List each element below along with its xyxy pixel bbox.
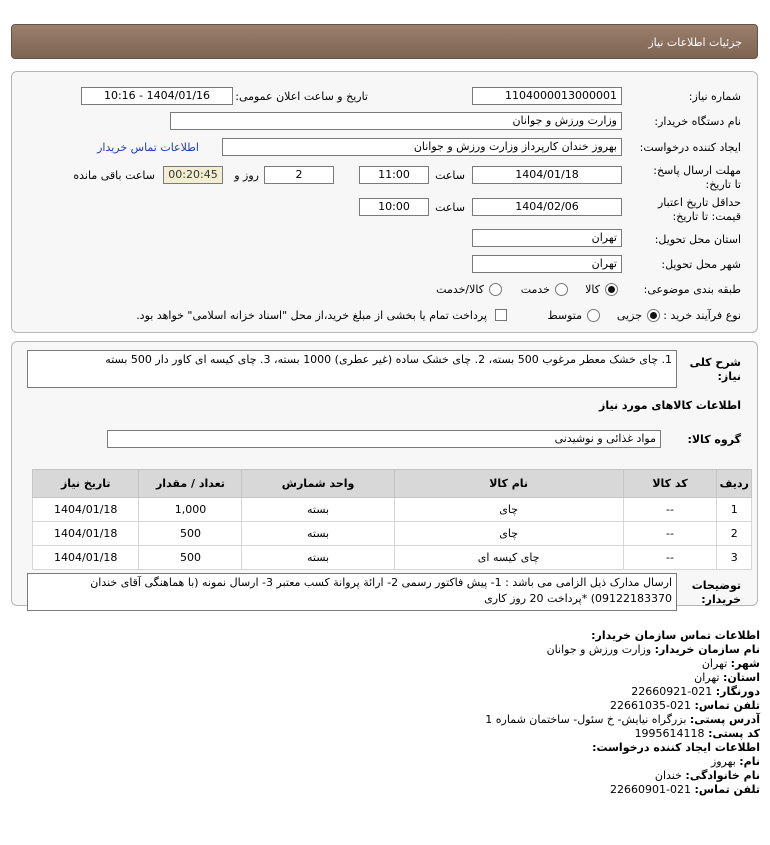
treasury-text: پرداخت تمام یا بخشی از مبلغ خرید،از محل "اسناد خزانه اسلامی" خواهد بود. — [136, 309, 487, 322]
cell-row: 1 — [717, 498, 752, 522]
creator-name: نام: بهروز — [710, 755, 760, 768]
group-label: گروه کالا: — [687, 433, 741, 446]
process-label: نوع فرآیند خرید : — [663, 309, 741, 322]
category-label: طبقه بندی موضوعی: — [643, 283, 741, 296]
contact-phone: تلفن تماس: 021-22661035 — [610, 699, 760, 712]
buyer-field[interactable]: وزارت ورزش و جوانان — [170, 112, 622, 130]
category-service-label: خدمت — [520, 283, 550, 296]
process-medium-label: متوسط — [547, 309, 582, 322]
province-label: استان محل تحویل: — [654, 233, 741, 246]
goods-table — [32, 469, 752, 570]
need-details-panel — [11, 341, 758, 606]
days-remaining-field[interactable]: 2 — [264, 166, 334, 184]
page-title: جزئیات اطلاعات نیاز — [648, 36, 742, 49]
remaining-time-field: 00:20:45 — [163, 166, 223, 184]
cell-code: -- — [623, 546, 717, 570]
category-goods-radio[interactable] — [605, 283, 618, 296]
cell-code: -- — [623, 498, 717, 522]
need-info-panel — [11, 71, 758, 333]
need-number-label: شماره نیاز: — [688, 90, 741, 103]
category-both-radio[interactable] — [489, 283, 502, 296]
contact-city: شهر: تهران — [701, 657, 760, 670]
announce-field[interactable]: 1404/01/16 - 10:16 — [81, 87, 233, 105]
page-header — [11, 24, 758, 59]
contact-org: نام سازمان خریدار: وزارت ورزش و جوانان — [546, 643, 760, 656]
deadline-date-field[interactable]: 1404/01/18 — [472, 166, 622, 184]
col-row: ردیف — [717, 470, 752, 498]
cell-row: 2 — [717, 522, 752, 546]
goods-table-header — [33, 470, 752, 498]
table-row[interactable] — [33, 498, 752, 522]
category-both-label: کالا/خدمت — [436, 283, 484, 296]
goods-info-title: اطلاعات کالاهای مورد نیاز — [599, 399, 741, 412]
cell-name: چای — [394, 498, 623, 522]
cell-date: 1404/01/18 — [33, 522, 139, 546]
col-qty: تعداد / مقدار — [139, 470, 242, 498]
creator-title: اطلاعات ایجاد کننده درخواست: — [592, 741, 760, 754]
contact-province: استان: تهران — [694, 671, 760, 684]
province-field[interactable]: تهران — [472, 229, 622, 247]
contact-fax: دورنگار: 021-22660921 — [631, 685, 760, 698]
validity-label: حداقل تاریخ اعتبار قیمت: تا تاریخ: — [657, 196, 741, 223]
col-unit: واحد شمارش — [242, 470, 394, 498]
validity-time-field[interactable]: 10:00 — [359, 198, 429, 216]
cell-name: چای کیسه ای — [394, 546, 623, 570]
cell-qty: 1,000 — [139, 498, 242, 522]
buyer-label: نام دستگاه خریدار: — [654, 115, 741, 128]
cell-qty: 500 — [139, 546, 242, 570]
validity-date-field[interactable]: 1404/02/06 — [472, 198, 622, 216]
treasury-checkbox[interactable] — [495, 309, 507, 321]
cell-row: 3 — [717, 546, 752, 570]
summary-label: شرح کلی نیاز: — [689, 356, 741, 383]
creator-family: نام خانوادگی: خندان — [654, 769, 760, 782]
announce-label: تاریخ و ساعت اعلان عمومی: — [235, 90, 368, 103]
validity-time-label: ساعت — [435, 201, 465, 214]
contact-address: آدرس پستی: بزرگراه نیایش- خ سئول- ساختمان شماره 1 — [485, 713, 760, 726]
process-partial-radio[interactable] — [647, 309, 660, 322]
deadline-time-field[interactable]: 11:00 — [359, 166, 429, 184]
contact-title: اطلاعات تماس سازمان خریدار: — [591, 629, 760, 642]
table-row[interactable] — [33, 522, 752, 546]
cell-date: 1404/01/18 — [33, 498, 139, 522]
notes-label: توضیحات خریدار: — [691, 579, 741, 606]
col-code: کد کالا — [623, 470, 717, 498]
category-goods-label: کالا — [585, 283, 600, 296]
cell-name: چای — [394, 522, 623, 546]
creator-phone: تلفن تماس: 021-22660901 — [610, 783, 760, 796]
category-service-radio[interactable] — [555, 283, 568, 296]
col-date: تاریخ نیاز — [33, 470, 139, 498]
group-field[interactable]: مواد غذائی و نوشیدنی — [107, 430, 661, 448]
cell-unit: بسته — [242, 522, 394, 546]
process-partial-label: جزیی — [616, 309, 642, 322]
remaining-label: ساعت باقی مانده — [73, 169, 155, 182]
creator-field[interactable]: بهروز خندان کارپرداز وزارت ورزش و جوانان — [222, 138, 622, 156]
need-number-field[interactable]: 1104000013000001 — [472, 87, 622, 105]
days-label: روز و — [234, 169, 259, 182]
cell-date: 1404/01/18 — [33, 546, 139, 570]
notes-field[interactable]: ارسال مدارک ذیل الزامی می باشد : 1- پیش فاکتور رسمی 2- ارائة پروانة کسب معتبر 3- ارسال نمونه (با هماهنگی آقای خندان 09122183370) *پرداخت 20 روز کاری — [27, 573, 677, 611]
contact-postcode: کد پستی: 1995614118 — [634, 727, 760, 740]
deadline-label: مهلت ارسال پاسخ: تا تاریخ: — [653, 164, 741, 191]
summary-field[interactable]: 1. چای خشک معطر مرغوب 500 بسته، 2. چای خشک ساده (غیر عطری) 1000 بسته، 3. چای کیسه ای کاور دار 500 بسته — [27, 350, 677, 388]
table-row[interactable] — [33, 546, 752, 570]
cell-qty: 500 — [139, 522, 242, 546]
city-field[interactable]: تهران — [472, 255, 622, 273]
col-name: نام کالا — [394, 470, 623, 498]
cell-code: -- — [623, 522, 717, 546]
cell-unit: بسته — [242, 498, 394, 522]
city-label: شهر محل تحویل: — [661, 258, 741, 271]
process-medium-radio[interactable] — [587, 309, 600, 322]
cell-unit: بسته — [242, 546, 394, 570]
buyer-contact-link[interactable]: اطلاعات تماس خریدار — [97, 141, 199, 154]
creator-label: ایجاد کننده درخواست: — [639, 141, 741, 154]
contact-section — [485, 629, 760, 797]
deadline-time-label: ساعت — [435, 169, 465, 182]
